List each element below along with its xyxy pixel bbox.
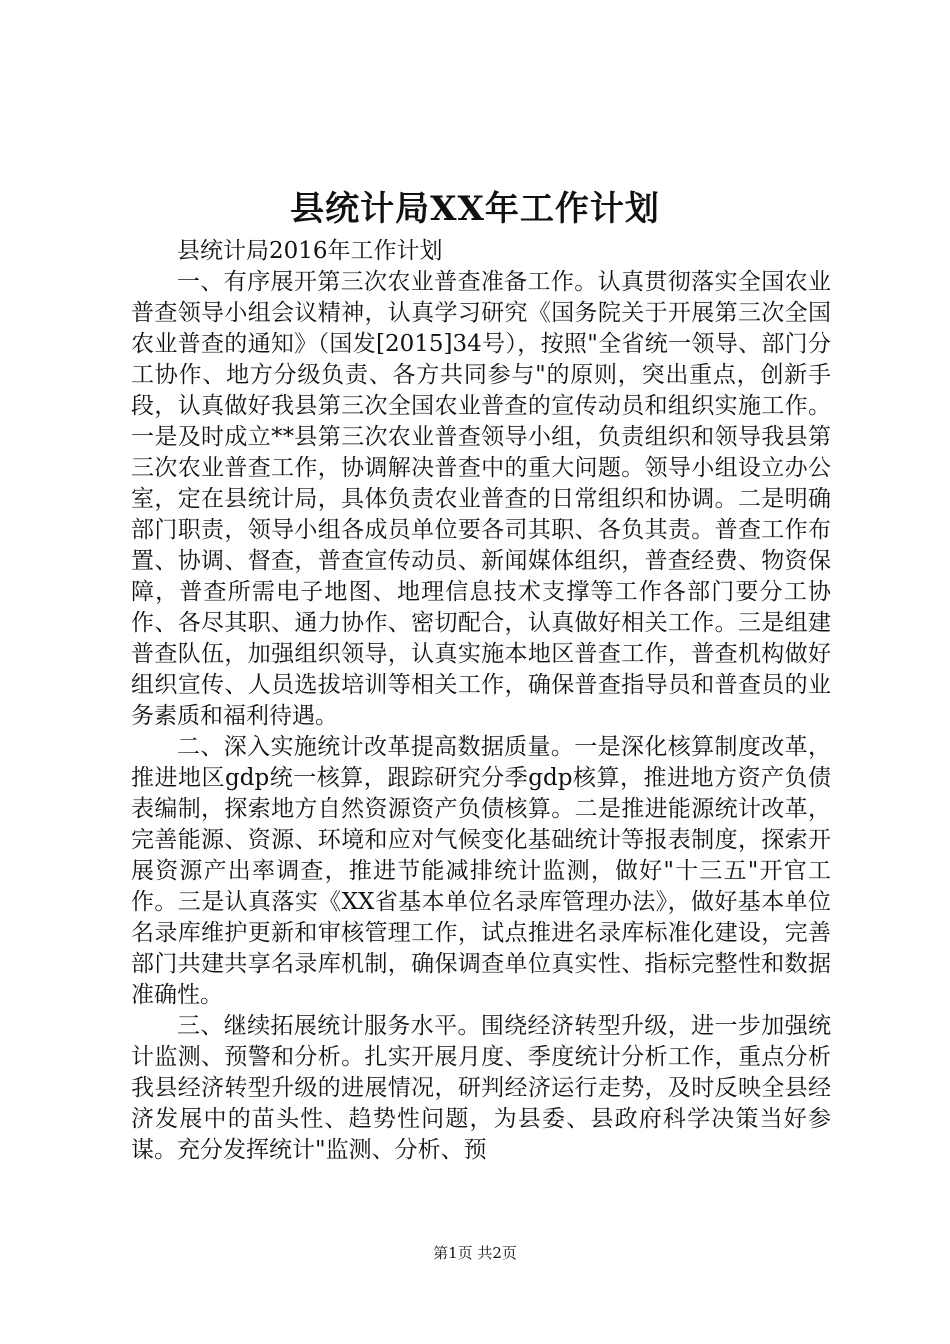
page-number-footer: 第1页 共2页 xyxy=(433,1244,517,1262)
paragraph-1: 一、有序展开第三次农业普查准备工作。认真贯彻落实全国农业普查领导小组会议精神，认真学习研究《国务院关于开展第三次全国农业普查的通知》（国发[2015]34号），按照"全省统一领导、部门分工协作、地方分级负责、各方共同参与"的原则，突出重点，创新手段，认真做好我县第三次全国农业普查的宣传动员和组织实施工作。一是及时成立**县第三次农业普查领导小组，负责组织和领导我县第三次农业普查工作，协调解决普查中的重大问题。领导小组设立办公室，定在县统计局，具体负责农业普查的日常组织和协调。二是明确部门职责，领导小组各成员单位要各司其职、各负其责。普查工作布置、协调、督查，普查宣传动员、新闻媒体组织，普查经费、物资保障，普查所需电子地图、地理信息技术支撑等工作各部门要分工协作、各尽其职、通力协作、密切配合，认真做好相关工作。三是组建普查队伍，加强组织领导，认真实施本地区普查工作，普查机构做好组织宣传、人员选拔培训等相关工作，确保普查指导员和普查员的业务素质和福利待遇。 xyxy=(131,269,831,729)
paragraph-2: 二、深入实施统计改革提高数据质量。一是深化核算制度改革，推进地区gdp统一核算，跟踪研究分季gdp核算，推进地方资产负债表编制，探索地方自然资源资产负债核算。二是推进能源统计改革，完善能源、资源、环境和应对气候变化基础统计等报表制度，探索开展资源产出率调查，推进节能减排统计监测，做好"十三五"开官工作。三是认真落实《XX省基本单位名录库管理办法》，做好基本单位名录库维护更新和审核管理工作，试点推进名录库标准化建设，完善部门共建共享名录库机制，确保调查单位真实性、指标完整性和数据准确性。 xyxy=(131,734,831,1008)
paragraph-3: 三、继续拓展统计服务水平。围绕经济转型升级，进一步加强统计监测、预警和分析。扎实开展月度、季度统计分析工作，重点分析我县经济转型升级的进展情况，研判经济运行走势，及时反映全县经济发展中的苗头性、趋势性问题，为县委、县政府科学决策当好参谋。充分发挥统计"监测、分析、预 xyxy=(131,1013,831,1163)
document-title: 县统计局XX年工作计划 xyxy=(290,189,660,229)
document-subtitle: 县统计局2016年工作计划 xyxy=(177,238,443,264)
document-body xyxy=(131,236,831,1166)
